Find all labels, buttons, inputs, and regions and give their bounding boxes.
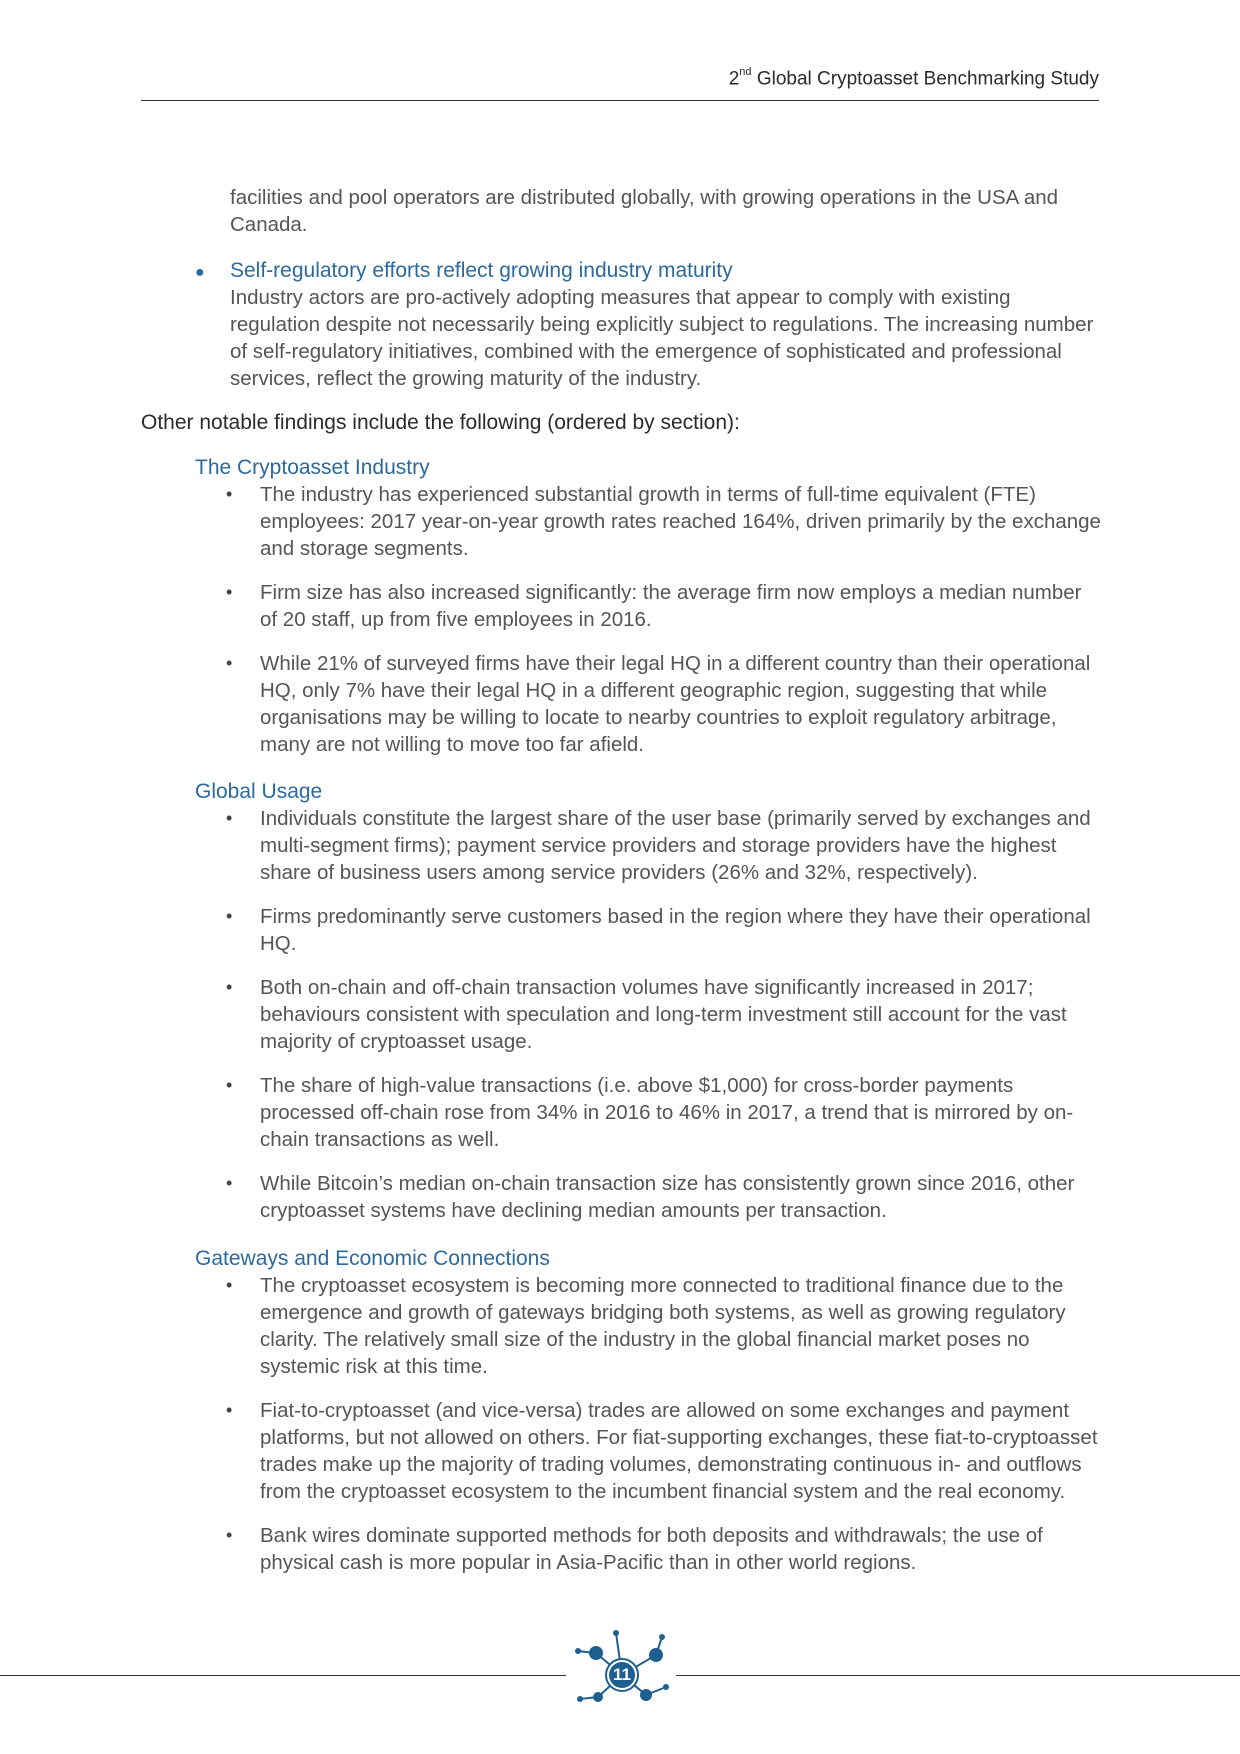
section-title-global-usage: Global Usage (195, 780, 323, 803)
bullet-icon: • (226, 1275, 233, 1295)
list-item-text: The cryptoasset ecosystem is becoming more connected to traditional finance due to the emergence and growth of gateways bridging both systems, as well as growing regulatory clarity. The relatively small size of the industry in the global financial market poses no systemic risk at this time. (260, 1274, 1066, 1378)
header-ordinal-suffix: nd (739, 66, 752, 78)
list-item (222, 903, 1102, 957)
list-item-text: The industry has experienced substantial growth in terms of full-time equivalent (FTE) employees: 2017 year-on-year growth rates reached 164%, driven primarily by the exchange and storage segments. (260, 483, 1101, 560)
list-item-text: Fiat-to-cryptoasset (and vice-versa) trades are allowed on some exchanges and payment platforms, but not allowed on others. For fiat-supporting exchanges, these fiat-to-cryptoasset trades make up the majority of trading volumes, demonstrating continuous in- and outflows from the cryptoasset ecosystem to the incumbent financial system and the real economy. (260, 1399, 1098, 1503)
list-item (222, 1397, 1102, 1505)
list-item (222, 805, 1102, 886)
bullet-icon: • (226, 582, 233, 602)
bullet-icon: • (226, 977, 233, 997)
list-item-text: The share of high-value transactions (i.e. above $1,000) for cross-border payments processed off-chain rose from 34% in 2016 to 46% in 2017, a trend that is mirrored by on-chain transactions as well. (260, 1074, 1074, 1151)
list-item-text: Individuals constitute the largest share of the user base (primarily served by exchanges and multi-segment firms); payment service providers and storage providers have the highest share of business users among service providers (26% and 32%, respectively). (260, 807, 1091, 884)
footer-divider-right (676, 1675, 1240, 1676)
section-list-cryptoasset-industry (222, 481, 1102, 775)
list-item-text: Firm size has also increased significantly: the average firm now employs a median number of 20 staff, up from five employees in 2016. (260, 581, 1082, 631)
bullet-icon: • (226, 1075, 233, 1095)
list-item (222, 1272, 1102, 1380)
header-ordinal: 2 (728, 68, 740, 90)
section-title-gateways: Gateways and Economic Connections (195, 1247, 550, 1270)
page-number: 11 (613, 1665, 631, 1684)
header-divider (141, 100, 1099, 101)
footer-divider-left (0, 1675, 566, 1676)
list-item (222, 974, 1102, 1055)
list-item-text: While 21% of surveyed firms have their legal HQ in a different country than their operational HQ, only 7% have their legal HQ in a different geographic region, suggesting that while organisations may be willing to locate to nearby countries to exploit regulatory arbitrage, many are not willing to move too far afield. (260, 652, 1091, 756)
list-item (222, 1170, 1102, 1224)
bullet-icon: • (226, 1400, 233, 1420)
list-item (222, 1072, 1102, 1153)
section-list-global-usage (222, 805, 1102, 1241)
list-item (222, 1522, 1102, 1576)
bullet-icon: • (226, 808, 233, 828)
major-finding-body: Industry actors are pro-actively adopting measures that appear to comply with existing regulation despite not necessarily being explicitly subject to regulations. The increasing number of self-regulatory initiatives, combined with the emergence of sophisticated and professional services, reflect the growing maturity of the industry. (230, 286, 1094, 390)
bullet-icon: • (226, 1525, 233, 1545)
list-item-text: While Bitcoin’s median on-chain transaction size has consistently grown since 2016, other cryptoasset systems have declining median amounts per transaction. (260, 1172, 1075, 1222)
running-header (141, 68, 1099, 90)
continuation-paragraph: facilities and pool operators are distributed globally, with growing operations in the USA and Canada. (230, 186, 1059, 236)
section-title-cryptoasset-industry: The Cryptoasset Industry (195, 456, 430, 479)
bullet-icon: • (226, 906, 233, 926)
section-list-gateways (222, 1272, 1102, 1593)
list-item (222, 579, 1102, 633)
major-finding-heading: Self-regulatory efforts reflect growing industry maturity (230, 259, 733, 282)
list-item-text: Bank wires dominate supported methods for both deposits and withdrawals; the use of physical cash is more popular in Asia-Pacific than in other world regions. (260, 1524, 1043, 1574)
bullet-icon: • (226, 1173, 233, 1193)
list-item (222, 481, 1102, 562)
header-title: Global Cryptoasset Benchmarking Study (751, 68, 1099, 90)
bullet-icon: • (226, 484, 233, 504)
list-item-text: Firms predominantly serve customers based in the region where they have their operational HQ. (260, 905, 1091, 955)
list-item-text: Both on-chain and off-chain transaction volumes have significantly increased in 2017; behaviours consistent with speculation and long-term investment still account for the vast majority of cryptoasset usage. (260, 976, 1067, 1053)
list-item (222, 650, 1102, 758)
bullet-icon: • (226, 653, 233, 673)
major-bullet-icon: ● (195, 264, 205, 281)
findings-intro: Other notable findings include the following (ordered by section): (141, 411, 740, 434)
